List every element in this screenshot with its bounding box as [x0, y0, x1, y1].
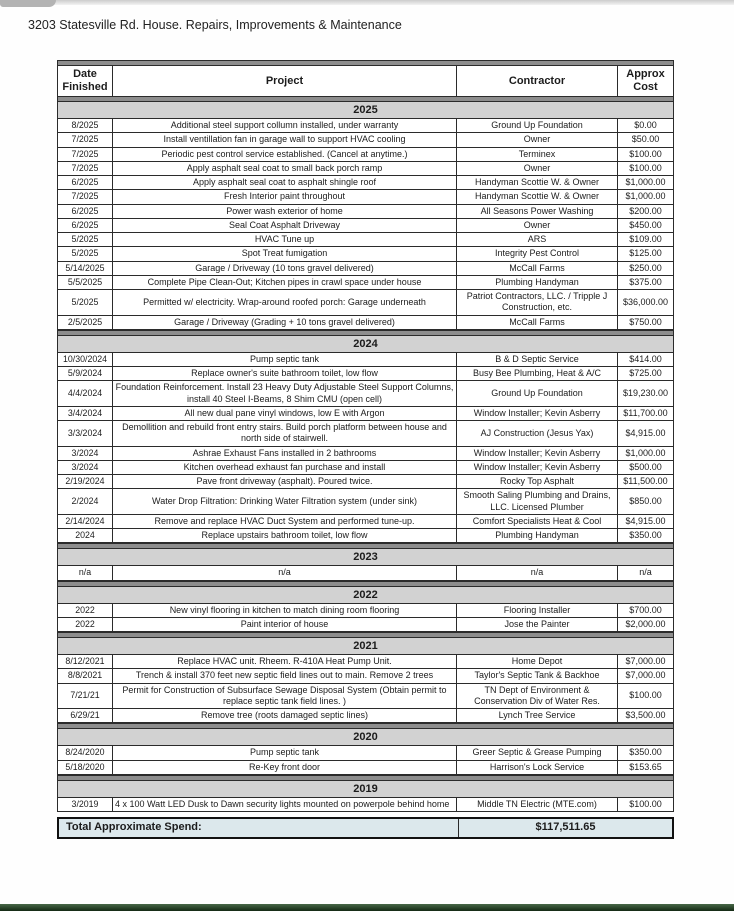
cell-contractor: ARS	[456, 233, 617, 246]
cell-contractor: Owner	[456, 162, 617, 175]
total-label: Total Approximate Spend:	[66, 821, 202, 834]
cell-date-finished: 3/2024	[71, 447, 99, 458]
cell-date-finished: 5/2025	[71, 248, 99, 259]
scan-top-edge-artifact	[0, 0, 734, 5]
cell-project: Pave front driveway (asphalt). Poured twice.	[112, 475, 456, 488]
year-section-header: 2023	[58, 549, 673, 566]
cell-approx-cost: $750.00	[617, 316, 673, 329]
cell-project: Periodic pest control service established. (Cancel at anytime.)	[112, 148, 456, 161]
table-row	[58, 447, 673, 461]
cell-contractor: Ground Up Foundation	[456, 119, 617, 132]
table-row	[58, 669, 673, 683]
year-section-header: 2025	[58, 102, 673, 119]
table-header-row	[58, 66, 673, 96]
cell-date-finished: 3/2019	[71, 798, 99, 809]
column-header-project: Project	[112, 66, 456, 96]
cell-project: Garage / Driveway (10 tons gravel delivered)	[112, 262, 456, 275]
cell-date-finished: 5/9/2024	[67, 368, 103, 379]
table-row	[58, 461, 673, 475]
cell-project: Pump septic tank	[112, 353, 456, 366]
cell-project: Complete Pipe Clean-Out; Kitchen pipes in crawl space under house	[112, 276, 456, 289]
table-row	[58, 746, 673, 760]
cell-contractor: McCall Farms	[456, 262, 617, 275]
cell-approx-cost: $4,915.00	[617, 421, 673, 446]
cell-contractor: AJ Construction (Jesus Yax)	[456, 421, 617, 446]
cell-contractor: Ground Up Foundation	[456, 381, 617, 406]
cell-contractor: Patriot Contractors, LLC. / Tripple J Construction, etc.	[456, 290, 617, 315]
cell-contractor: Jose the Painter	[456, 618, 617, 631]
cell-approx-cost: $0.00	[617, 119, 673, 132]
cell-approx-cost: $125.00	[617, 247, 673, 260]
cell-contractor: Plumbing Handyman	[456, 276, 617, 289]
cell-approx-cost: n/a	[617, 566, 673, 579]
cell-contractor: Window Installer; Kevin Asberry	[456, 461, 617, 474]
table-row	[58, 709, 673, 723]
table-row	[58, 618, 673, 632]
cell-project: HVAC Tune up	[112, 233, 456, 246]
cell-date-finished: 2/5/2025	[67, 316, 103, 327]
table-row	[58, 133, 673, 147]
cell-approx-cost: $1,000.00	[617, 176, 673, 189]
cell-date-finished: 7/2025	[71, 148, 99, 159]
cell-approx-cost: $153.65	[617, 761, 673, 774]
cell-approx-cost: $350.00	[617, 746, 673, 759]
cell-project: Demollition and rebuild front entry stairs. Build porch platform between house and north side of stairwell.	[112, 421, 456, 446]
cell-project: Apply asphalt seal coat to asphalt shingle roof	[112, 176, 456, 189]
cell-contractor: Plumbing Handyman	[456, 529, 617, 542]
cell-project: Fresh Interior paint throughout	[112, 190, 456, 203]
cell-date-finished: 8/2025	[71, 120, 99, 131]
cell-date-finished: 5/2025	[71, 296, 99, 307]
cell-date-finished: 6/2025	[71, 219, 99, 230]
cell-approx-cost: $19,230.00	[617, 381, 673, 406]
cell-contractor: Home Depot	[456, 655, 617, 668]
cell-contractor: Handyman Scottie W. & Owner	[456, 176, 617, 189]
table-row	[58, 205, 673, 219]
cell-approx-cost: $700.00	[617, 604, 673, 617]
table-row	[58, 233, 673, 247]
year-section-header: 2022	[58, 587, 673, 604]
table-row	[58, 489, 673, 515]
cell-contractor: Flooring Installer	[456, 604, 617, 617]
table-row	[58, 515, 673, 529]
column-header-contractor: Contractor	[456, 66, 617, 96]
scan-bottom-edge-bar	[0, 904, 734, 911]
table-row	[58, 247, 673, 261]
cell-contractor: Harrison's Lock Service	[456, 761, 617, 774]
cell-approx-cost: $100.00	[617, 148, 673, 161]
cell-date-finished: 5/18/2020	[65, 761, 105, 772]
cell-date-finished: 8/12/2021	[65, 656, 105, 667]
cell-approx-cost: $850.00	[617, 489, 673, 514]
year-section-header: 2024	[58, 336, 673, 353]
page-title: 3203 Statesville Rd. House. Repairs, Improvements & Maintenance	[28, 18, 402, 32]
cell-contractor: Lynch Tree Service	[456, 709, 617, 722]
cell-date-finished: 6/2025	[71, 177, 99, 188]
table-row	[58, 262, 673, 276]
scan-top-left-edge-artifact	[0, 0, 56, 7]
cell-contractor: Owner	[456, 133, 617, 146]
table-row	[58, 119, 673, 133]
cell-contractor: Smooth Saling Plumbing and Drains, LLC. Licensed Plumber	[456, 489, 617, 514]
cell-contractor: Handyman Scottie W. & Owner	[456, 190, 617, 203]
cell-project: Re-Key front door	[112, 761, 456, 774]
table-row	[58, 407, 673, 421]
table-row	[58, 219, 673, 233]
table-sections	[58, 96, 673, 811]
cell-project: Trench & install 370 feet new septic field lines out to main. Remove 2 trees	[112, 669, 456, 682]
cell-project: Garage / Driveway (Grading + 10 tons gravel delivered)	[112, 316, 456, 329]
cell-date-finished: 2/2024	[71, 496, 99, 506]
cell-project: n/a	[112, 566, 456, 579]
cell-project: Ashrae Exhaust Fans installed in 2 bathrooms	[112, 447, 456, 460]
cell-contractor: Integrity Pest Control	[456, 247, 617, 260]
cell-date-finished: 2/19/2024	[65, 476, 105, 487]
table-row	[58, 148, 673, 162]
year-section-header: 2021	[58, 638, 673, 655]
table-row	[58, 176, 673, 190]
cell-date-finished: 3/3/2024	[67, 427, 103, 438]
cell-approx-cost: $100.00	[617, 798, 673, 811]
table-row	[58, 316, 673, 330]
cell-approx-cost: $450.00	[617, 219, 673, 232]
total-value: $117,511.65	[458, 819, 672, 837]
cell-project: Additional steel support collumn installed, under warranty	[112, 119, 456, 132]
cell-date-finished: 7/21/21	[70, 690, 100, 701]
table-row	[58, 761, 673, 775]
cell-project: Power wash exterior of home	[112, 205, 456, 218]
cell-project: Kitchen overhead exhaust fan purchase and install	[112, 461, 456, 474]
cell-approx-cost: $1,000.00	[617, 190, 673, 203]
cell-contractor: Greer Septic & Grease Pumping	[456, 746, 617, 759]
cell-approx-cost: $3,500.00	[617, 709, 673, 722]
cell-contractor: McCall Farms	[456, 316, 617, 329]
column-header-date-finished: Date Finished	[62, 68, 108, 93]
cell-approx-cost: $100.00	[617, 684, 673, 709]
cell-date-finished: 7/2025	[71, 162, 99, 173]
year-section-header: 2019	[58, 781, 673, 798]
cell-date-finished: n/a	[78, 567, 92, 578]
cell-project: Replace owner's suite bathroom toilet, low flow	[112, 367, 456, 380]
table-row	[58, 367, 673, 381]
cell-date-finished: 2/14/2024	[65, 515, 105, 526]
table-row	[58, 190, 673, 204]
cell-date-finished: 4/4/2024	[67, 388, 103, 398]
repairs-table	[57, 60, 674, 839]
table-row	[58, 381, 673, 407]
cell-date-finished: 2022	[75, 618, 95, 629]
cell-approx-cost: $500.00	[617, 461, 673, 474]
cell-contractor: Window Installer; Kevin Asberry	[456, 447, 617, 460]
cell-approx-cost: $100.00	[617, 162, 673, 175]
cell-approx-cost: $375.00	[617, 276, 673, 289]
cell-date-finished: 6/29/21	[70, 710, 100, 721]
cell-date-finished: 10/30/2024	[62, 353, 108, 364]
cell-date-finished: 3/2024	[71, 461, 99, 472]
cell-approx-cost: $7,000.00	[617, 669, 673, 682]
cell-contractor: Rocky Top Asphalt	[456, 475, 617, 488]
cell-approx-cost: $1,000.00	[617, 447, 673, 460]
cell-contractor: Middle TN Electric (MTE.com)	[456, 798, 617, 811]
cell-date-finished: 7/2025	[71, 191, 99, 202]
cell-project: Foundation Reinforcement. Install 23 Heavy Duty Adjustable Steel Support Columns, install 40 Steel I-Beams, 8 Shim CMU (open cell)	[112, 381, 456, 406]
column-header-approx-cost: Approx Cost	[617, 66, 673, 96]
table-row	[58, 529, 673, 543]
cell-date-finished: 3/4/2024	[67, 407, 103, 418]
cell-contractor: Terminex	[456, 148, 617, 161]
table-row	[58, 684, 673, 710]
cell-approx-cost: $725.00	[617, 367, 673, 380]
cell-contractor: Busy Bee Plumbing, Heat & A/C	[456, 367, 617, 380]
table-row	[58, 604, 673, 618]
cell-approx-cost: $11,500.00	[617, 475, 673, 488]
cell-project: 4 x 100 Watt LED Dusk to Dawn security lights mounted on powerpole behind home	[112, 798, 456, 811]
table-row	[58, 798, 673, 811]
cell-approx-cost: $2,000.00	[617, 618, 673, 631]
cell-project: Permitted w/ electricity. Wrap-around roofed porch: Garage underneath	[112, 290, 456, 315]
table-row	[58, 276, 673, 290]
cell-approx-cost: $414.00	[617, 353, 673, 366]
cell-contractor: TN Dept of Environment & Conservation Div of Water Res.	[456, 684, 617, 709]
table-row	[58, 655, 673, 669]
cell-project: Replace upstairs bathroom toilet, low flow	[112, 529, 456, 542]
cell-contractor: n/a	[456, 566, 617, 579]
cell-approx-cost: $350.00	[617, 529, 673, 542]
cell-date-finished: 2024	[75, 530, 95, 541]
cell-project: Seal Coat Asphalt Driveway	[112, 219, 456, 232]
cell-contractor: Owner	[456, 219, 617, 232]
cell-approx-cost: $50.00	[617, 133, 673, 146]
cell-contractor: B & D Septic Service	[456, 353, 617, 366]
cell-project: Water Drop Filtration: Drinking Water Filtration system (under sink)	[112, 489, 456, 514]
cell-project: Spot Treat fumigation	[112, 247, 456, 260]
cell-approx-cost: $11,700.00	[617, 407, 673, 420]
cell-project: Install ventillation fan in garage wall to support HVAC cooling	[112, 133, 456, 146]
table-row	[58, 290, 673, 316]
year-section-header: 2020	[58, 729, 673, 746]
cell-date-finished: 7/2025	[71, 134, 99, 145]
table-row	[58, 162, 673, 176]
cell-contractor: All Seasons Power Washing	[456, 205, 617, 218]
table-row	[58, 421, 673, 447]
cell-approx-cost: $250.00	[617, 262, 673, 275]
cell-date-finished: 6/2025	[71, 205, 99, 216]
cell-date-finished: 5/14/2025	[65, 262, 105, 273]
total-row	[57, 817, 674, 839]
table-row	[58, 353, 673, 367]
cell-date-finished: 8/24/2020	[65, 747, 105, 758]
table-row	[58, 475, 673, 489]
cell-date-finished: 5/2025	[71, 234, 99, 245]
cell-approx-cost: $36,000.00	[617, 290, 673, 315]
cell-contractor: Taylor's Septic Tank & Backhoe	[456, 669, 617, 682]
cell-project: Replace HVAC unit. Rheem. R-410A Heat Pump Unit.	[112, 655, 456, 668]
cell-project: Apply asphalt seal coat to small back porch ramp	[112, 162, 456, 175]
cell-project: Remove tree (roots damaged septic lines)	[112, 709, 456, 722]
cell-date-finished: 5/5/2025	[67, 276, 103, 287]
cell-project: All new dual pane vinyl windows, low E with Argon	[112, 407, 456, 420]
cell-project: New vinyl flooring in kitchen to match dining room flooring	[112, 604, 456, 617]
cell-approx-cost: $7,000.00	[617, 655, 673, 668]
cell-project: Remove and replace HVAC Duct System and performed tune-up.	[112, 515, 456, 528]
cell-contractor: Window Installer; Kevin Asberry	[456, 407, 617, 420]
cell-approx-cost: $109.00	[617, 233, 673, 246]
table-row	[58, 566, 673, 580]
cell-approx-cost: $4,915.00	[617, 515, 673, 528]
cell-project: Paint interior of house	[112, 618, 456, 631]
cell-approx-cost: $200.00	[617, 205, 673, 218]
cell-project: Permit for Construction of Subsurface Sewage Disposal System (Obtain permit to replace septic tank field lines. )	[112, 684, 456, 709]
cell-project: Pump septic tank	[112, 746, 456, 759]
cell-date-finished: 8/8/2021	[67, 670, 103, 681]
cell-date-finished: 2022	[75, 604, 95, 615]
cell-contractor: Comfort Specialists Heat & Cool	[456, 515, 617, 528]
table-grid	[57, 60, 674, 812]
